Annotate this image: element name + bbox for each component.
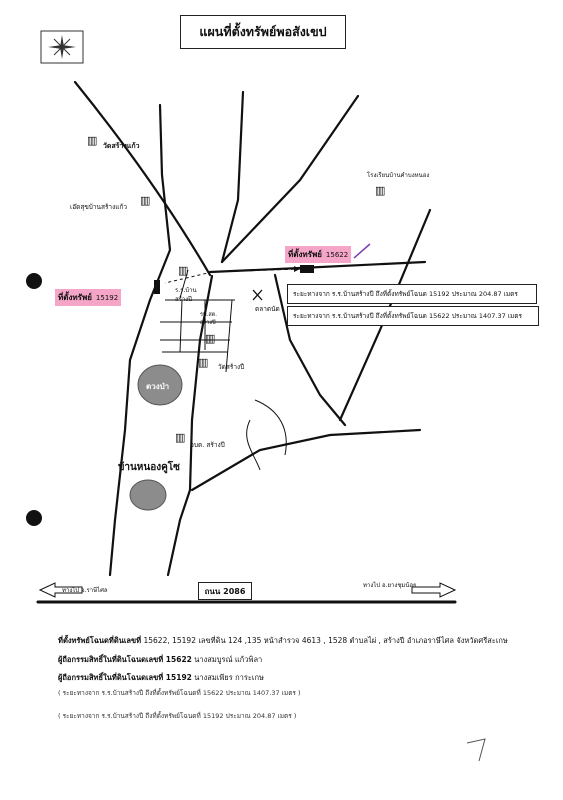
arrow-right — [412, 583, 455, 597]
building-icon: ▥ — [198, 356, 209, 369]
road-name: ถนน 2086 — [198, 582, 252, 600]
plot-number: 15192 — [95, 294, 119, 302]
label-market: ตลาดนัด — [255, 305, 280, 313]
road-north — [222, 92, 243, 262]
footer-line-3-bold: ผู้ถือกรรมสิทธิ์ในที่ดินโฉนดเลขที่ 15192 — [58, 673, 192, 682]
plot-15622-marker — [300, 265, 314, 273]
building-icon: ▥ — [175, 431, 186, 444]
label-health: เอ๊ดสุขบ้านสร้างแก้ว — [70, 203, 128, 211]
crossed-tools-icon — [253, 290, 262, 300]
label-obt: อบต. สร้างปี — [190, 441, 225, 449]
plot-label-text: ที่ตั้งทรัพย์ — [288, 250, 322, 259]
distance-box-1: ระยะทางจาก ร.ร.บ้านสร้างปี ถึงที่ตั้งทรัพย์โฉนด 15192 ประมาณ 204.87 เมตร — [287, 284, 537, 304]
label-school-2: ร.ร.บ้าน สร้างปี — [175, 287, 197, 303]
building-icon: ▥ — [87, 134, 98, 147]
label-temple-1: วัดสร้างแก้ว — [103, 142, 140, 150]
pond-2 — [130, 480, 166, 510]
footer-note-1: ( ระยะทางจาก ร.ร.บ้านสร้างปี ถึงที่ตั้งทรัพย์โฉนดที่ 15622 ประมาณ 1407.37 เมตร ) — [58, 689, 301, 697]
footer-line-1-text: 15622, 15192 เลขที่ดิน 124 ,135 หน้าสำรวจ 4613 , 1528 ตำบลไผ่ , สร้างปี อำเภอราษีไศล จังหวัดศรีสะเกษ — [141, 636, 508, 645]
footer-line-3-text: นางสมเพียร การะเกษ — [191, 673, 264, 682]
punch-hole — [26, 510, 42, 526]
plot-15622-label — [285, 246, 351, 263]
road-direction-left: ทางไป อ.ราษีไศล — [62, 587, 108, 594]
label-village: บ้านหนองคูโซ — [118, 462, 180, 473]
punch-hole — [26, 273, 42, 289]
footer-note-2: ( ระยะทางจาก ร.ร.บ้านสร้างปี ถึงที่ตั้งทรัพย์โฉนดที่ 15192 ประมาณ 204.87 เมตร ) — [58, 712, 297, 720]
footer-line-2-text: นางสมบูรณ์ แก้วพิลา — [191, 655, 263, 664]
plot-15192-marker — [154, 280, 160, 294]
plot-number: 15622 — [325, 251, 349, 259]
distance-box-2: ระยะทางจาก ร.ร.บ้านสร้างปี ถึงที่ตั้งทรัพย์โฉนด 15622 ประมาณ 1407.37 เมตร — [287, 306, 539, 326]
handwritten-mark — [465, 735, 495, 765]
footer-line-1-bold: ที่ตั้งทรัพย์โฉนดที่ดินเลขที่ — [58, 636, 142, 645]
building-icon: ▥ — [178, 264, 189, 277]
building-icon: ▥ — [140, 194, 151, 207]
building-icon: ▥ — [205, 332, 216, 345]
road-east — [210, 262, 425, 272]
label-school-1: โรงเรียนบ้านคำบงหนอง — [367, 172, 430, 179]
road-lower-east — [192, 430, 420, 490]
plot-label-text: ที่ตั้งทรัพย์ — [58, 293, 92, 302]
map-title: แผนที่ตั้งทรัพย์พอสังเขป — [180, 15, 346, 49]
compass-rose-icon — [41, 31, 83, 63]
label-pond-1: ตวงป่า — [146, 382, 170, 391]
road-north-west — [75, 82, 210, 275]
road-direction-right: ทางไป อ.ยางชุมน้อย — [363, 582, 417, 589]
footer-line-1 — [58, 637, 508, 645]
footer-line-2 — [58, 656, 262, 664]
plot-15192-label — [55, 289, 121, 306]
footer-line-3 — [58, 674, 264, 682]
building-icon: ▥ — [375, 184, 386, 197]
label-temple-2: วัดสร้างปี — [218, 363, 245, 371]
label-rp-office: รพ.สต. สร้างปี — [200, 312, 218, 327]
arrow-to-15192 — [165, 272, 212, 283]
footer-line-2-bold: ผู้ถือกรรมสิทธิ์ในที่ดินโฉนดเลขที่ 15622 — [58, 655, 192, 664]
